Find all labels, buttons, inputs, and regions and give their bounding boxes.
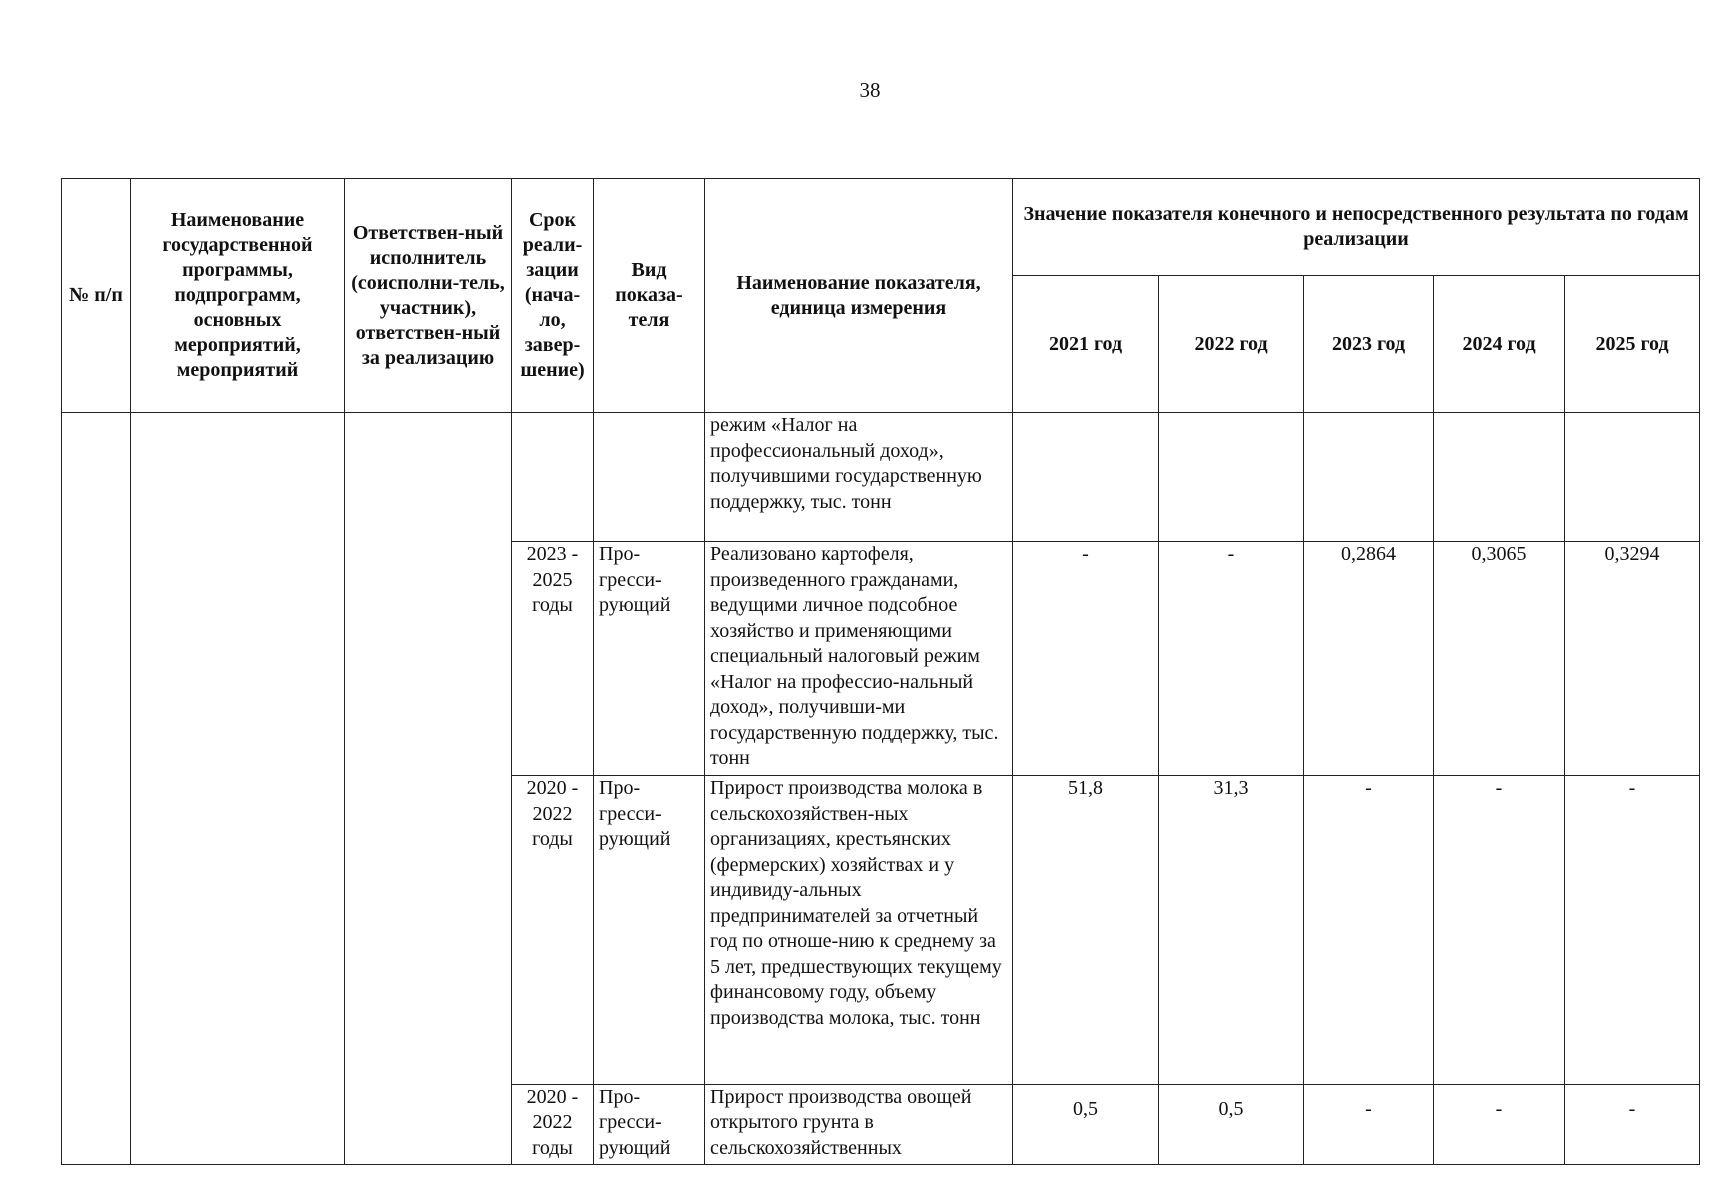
header-type: Вид показа-теля: [594, 179, 705, 413]
header-indicator: Наименование показателя, единица измерения: [705, 179, 1013, 413]
cell-value-2023: -: [1304, 1084, 1434, 1164]
cell-value-2025: [1565, 413, 1700, 542]
cell-indicator: режим «Налог на профессиональный доход», получившими государственную поддержку, тыс. тонн: [705, 413, 1013, 542]
cell-value-2025: -: [1565, 1084, 1700, 1164]
header-year-2022: 2022 год: [1159, 276, 1304, 413]
cell-term: 2020 - 2022 годы: [512, 776, 594, 1084]
table-row: [62, 413, 1700, 542]
header-year-2021: 2021 год: [1013, 276, 1159, 413]
page-number: 38: [859, 78, 881, 102]
cell-value-2021: 51,8: [1013, 776, 1159, 1084]
cell-executor: [345, 413, 512, 1165]
cell-num: [62, 413, 131, 1165]
cell-type: [594, 413, 705, 542]
cell-type: Про-гресси-рующий: [594, 1084, 705, 1164]
cell-type: Про-гресси-рующий: [594, 776, 705, 1084]
cell-value-2022: [1159, 413, 1304, 542]
cell-program: [131, 413, 345, 1165]
cell-value-2021: 0,5: [1013, 1084, 1159, 1164]
header-year-2025: 2025 год: [1565, 276, 1700, 413]
cell-value-2023: [1304, 413, 1434, 542]
header-program: Наименование государственной программы, подпрограмм, основных мероприятий, мероприятий: [131, 179, 345, 413]
cell-value-2023: -: [1304, 776, 1434, 1084]
cell-value-2024: -: [1434, 776, 1565, 1084]
header-values-group: Значение показателя конечного и непосредственного результата по годам реализации: [1013, 179, 1700, 276]
cell-value-2021: [1013, 413, 1159, 542]
cell-indicator: Прирост производства овощей открытого грунта в сельскохозяйственных: [705, 1084, 1013, 1164]
header-term: Срок реали-зации (нача-ло, завер-шение): [512, 179, 594, 413]
cell-value-2024: -: [1434, 1084, 1565, 1164]
cell-value-2025: -: [1565, 776, 1700, 1084]
indicators-table: [61, 178, 1700, 1165]
cell-value-2024: 0,3065: [1434, 542, 1565, 776]
cell-value-2022: 0,5: [1159, 1084, 1304, 1164]
cell-term: [512, 413, 594, 542]
cell-term: 2020 - 2022 годы: [512, 1084, 594, 1164]
cell-indicator: Реализовано картофеля, произведенного гражданами, ведущими личное подсобное хозяйство и применяющими специальный налоговый режим «Налог на профессио-нальный доход», получивши-ми государственную поддержку, тыс. тонн: [705, 542, 1013, 776]
cell-term: 2023 - 2025 годы: [512, 542, 594, 776]
header-executor: Ответствен-ный исполнитель (соисполни-тель, участник), ответствен-ный за реализацию: [345, 179, 512, 413]
cell-value-2023: 0,2864: [1304, 542, 1434, 776]
cell-value-2022: 31,3: [1159, 776, 1304, 1084]
cell-type: Про-гресси-рующий: [594, 542, 705, 776]
cell-value-2022: -: [1159, 542, 1304, 776]
cell-value-2025: 0,3294: [1565, 542, 1700, 776]
header-year-2023: 2023 год: [1304, 276, 1434, 413]
cell-indicator: Прирост производства молока в сельскохозяйствен-ных организациях, крестьянских (фермерских) хозяйствах и у индивиду-альных предпринимателей за отчетный год по отноше-нию к среднему за 5 лет, предшествующих текущему финансовому году, объему производства молока, тыс. тонн: [705, 776, 1013, 1084]
header-num: № п/п: [62, 179, 131, 413]
cell-value-2021: -: [1013, 542, 1159, 776]
cell-value-2024: [1434, 413, 1565, 542]
header-year-2024: 2024 год: [1434, 276, 1565, 413]
